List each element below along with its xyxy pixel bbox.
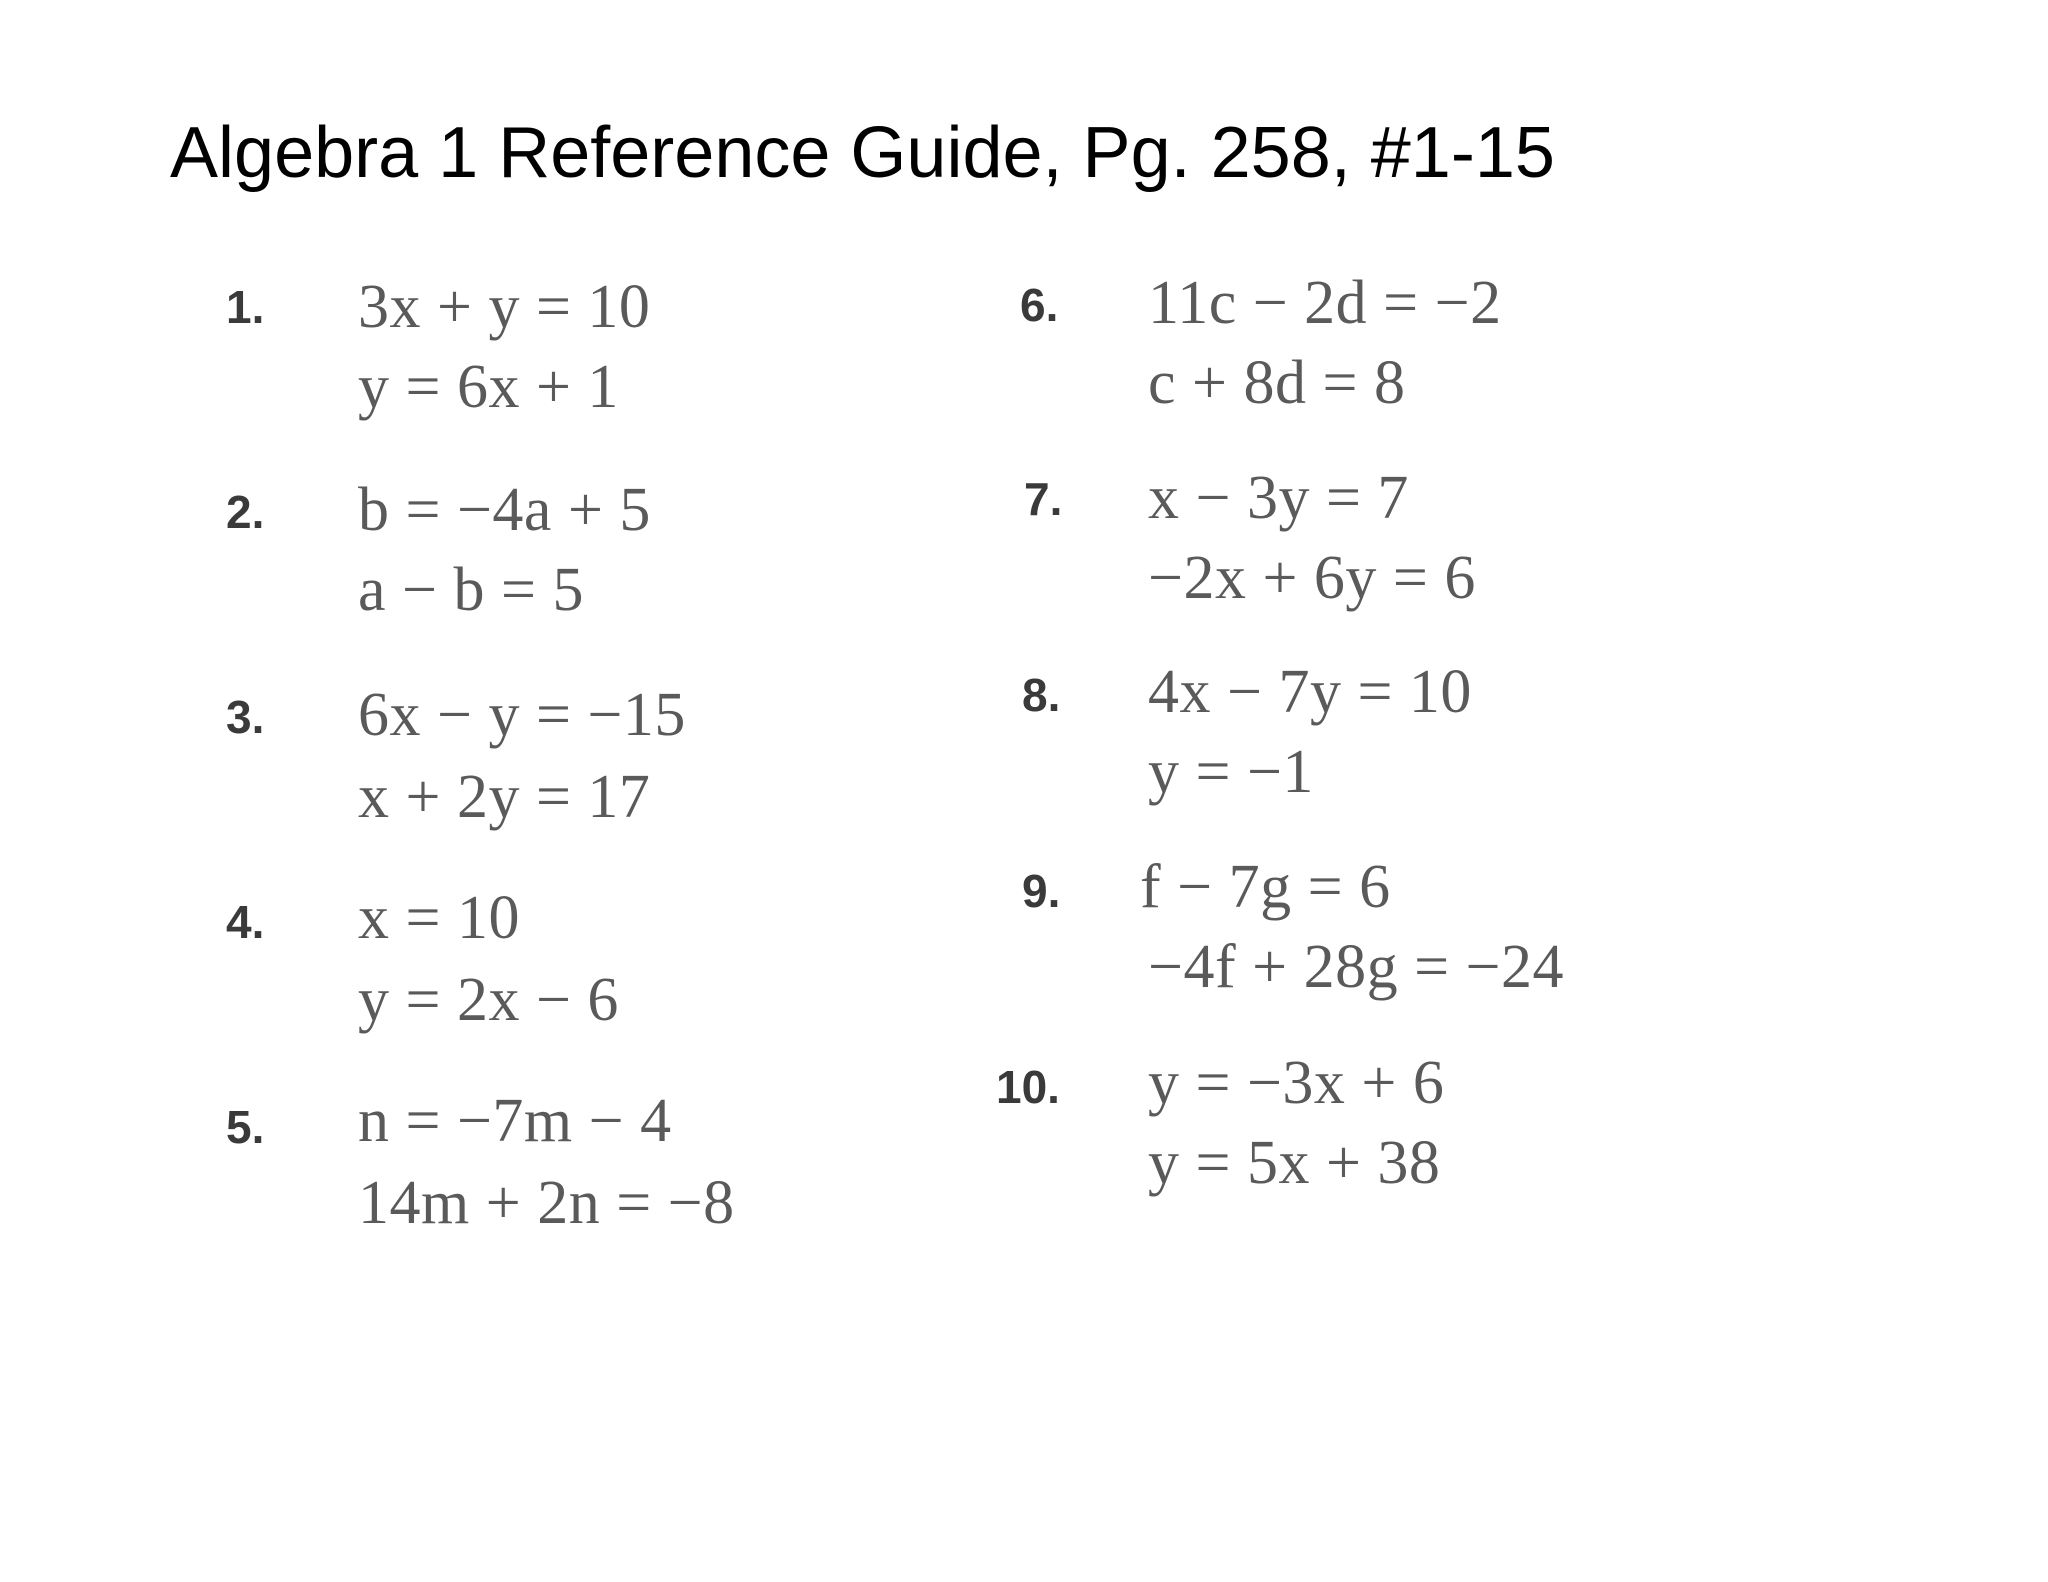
equation: y = 5x + 38: [1148, 1129, 1441, 1197]
equation: c + 8d = 8: [1148, 349, 1406, 417]
equation: −2x + 6y = 6: [1148, 544, 1476, 612]
equation: y = −3x + 6: [1148, 1049, 1445, 1117]
problem-number: 1.: [226, 281, 265, 333]
problem-number: 5.: [226, 1101, 265, 1153]
equation: y = 6x + 1: [358, 353, 619, 421]
problem-number: 7.: [1024, 473, 1063, 525]
problem-number: 8.: [1022, 669, 1061, 721]
equation: y = −1: [1148, 738, 1314, 806]
equation: b = −4a + 5: [358, 476, 651, 544]
problem-number: 2.: [226, 486, 265, 538]
page-title: Algebra 1 Reference Guide, Pg. 258, #1-15: [170, 113, 1555, 193]
equation: f − 7g = 6: [1140, 853, 1391, 921]
equation: x − 3y = 7: [1148, 464, 1409, 532]
equation: 14m + 2n = −8: [358, 1169, 735, 1237]
equation: 4x − 7y = 10: [1148, 658, 1472, 726]
problem-number: 3.: [226, 691, 265, 743]
equation: x = 10: [358, 884, 520, 952]
problem-number: 10.: [996, 1061, 1060, 1113]
problem-number: 6.: [1020, 279, 1059, 331]
equation: −4f + 28g = −24: [1148, 933, 1565, 1001]
problem-number: 9.: [1022, 865, 1061, 917]
equation: a − b = 5: [358, 556, 584, 624]
equation: x + 2y = 17: [358, 763, 651, 831]
equation: 3x + y = 10: [358, 273, 651, 341]
equation: y = 2x − 6: [358, 966, 619, 1034]
equation: 11c − 2d = −2: [1148, 269, 1502, 337]
equation: 6x − y = −15: [358, 681, 686, 749]
problem-number: 4.: [226, 896, 265, 948]
equation: n = −7m − 4: [358, 1087, 672, 1155]
